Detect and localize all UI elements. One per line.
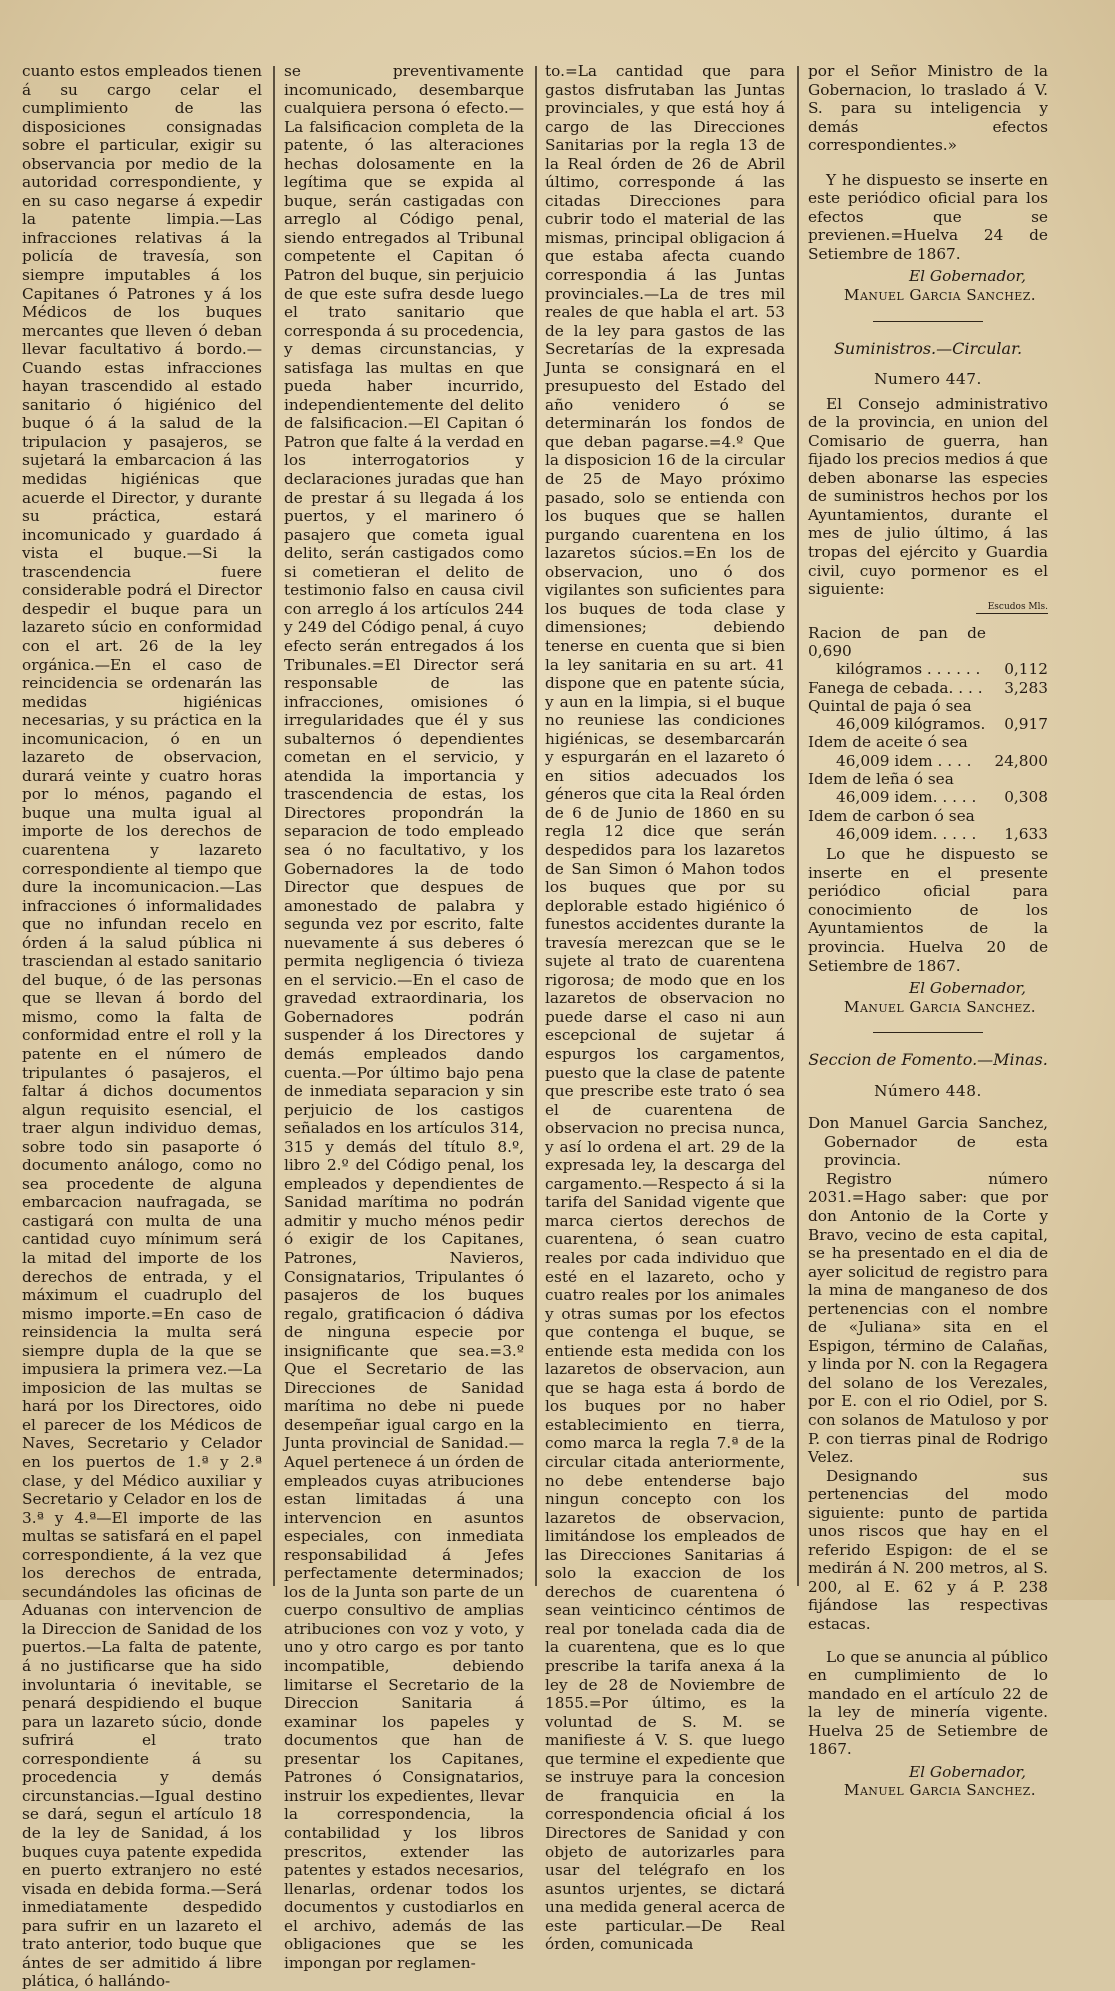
item-value: 24,800: [994, 751, 1048, 770]
units-label: Escudos Mls.: [976, 601, 1048, 614]
table-row: [808, 660, 1048, 678]
column-2: [284, 62, 524, 1972]
ministry-closing-text: por el Señor Ministro de la Gobernacion, lo traslado á V. S. para su inteligencia y demás efectos correspondientes.»: [808, 62, 1048, 155]
publication-notice: Lo que se anuncia al público en cumplimiento de lo mandado en el artículo 22 de la ley de minería vigente. Huelva 25 de Setiembre de 1867.: [808, 1647, 1048, 1759]
item-name: Fanega de cebada. . . .: [808, 678, 983, 697]
item-name: Racion de pan de 0,690: [808, 623, 986, 660]
column-rule: [797, 66, 799, 1586]
section-heading: Don Manuel Garcia Sanchez, Gobernador de esta provincia.: [808, 1114, 1048, 1170]
item-name: Idem de leña ó sea: [808, 770, 954, 789]
item-sub: 46,009 idem. . . . .: [836, 824, 977, 843]
section-title-suministros: Suministros.—Circular.: [833, 338, 1023, 358]
table-row: [808, 715, 1048, 733]
signature-title: El Gobernador,: [909, 1762, 1026, 1781]
section-separator: [873, 1032, 983, 1033]
signature-name: Manuel Garcia Sanchez.: [843, 997, 1036, 1016]
table-row: [808, 807, 1048, 825]
mining-registry-body: Registro número 2031.=Hago saber: que por don Antonio de la Corte y Bravo, vecino de esta capital, se ha presentado en el dia de ayer solicitud de registro para la mina de manganeso de dos pertenencias con el nombre de «Juliana» sita en el Espigon, término de Calañas, y linda por N. con la Regagera del solano de los Verezales, por E. con el rio Odiel, por S. con solanos de Matuloso y por P. con tierras pinal de Rodrigo Velez.: [808, 1169, 1048, 1467]
item-value: 1,633: [1004, 824, 1048, 843]
item-name: Quintal de paja ó sea: [808, 696, 972, 715]
item-sub: kilógramos . . . . . .: [836, 660, 981, 679]
suministros-body: El Consejo administrativo de la provincia, en union del Comisario de guerra, han fijado los precios medios á que deben abonarse las especies de suministros hechos por los Ayuntamientos, durante el mes de julio último, á las tropas del ejército y Guardia civil, cuyo pormenor es el siguiente:: [808, 394, 1048, 599]
item-value: 0,917: [1004, 715, 1048, 734]
prices-table: [808, 624, 1048, 844]
item-sub: 46,009 idem. . . . .: [836, 788, 977, 807]
column-3: [545, 62, 785, 1954]
column-4: [808, 62, 1048, 1800]
section-number-448: Número 448.: [874, 1081, 982, 1100]
column-1-text: cuanto estos empleados tienen á su cargo celar el cumplimiento de las disposiciones consignadas sobre el particular, exigir su observancia por medio de la autoridad correspondiente, y en su caso negarse á expedir la patente limpia.—Las infracciones relativas á la policía de travesía, son siempre imputables á los Capitanes ó Patrones y á los Médicos de los buques mercantes que lleven ó deban llevar facultativo á bordo.—Cuando estas infracciones hayan trascendido al estado sanitario ó higiénico del buque ó á la salud de la tripulacion y pasajeros, se sujetará la embarcacion á las medidas higiénicas que acuerde el Director, y durante su práctica, estará incomunicado y guardado á vista el buque.—Si la trascendencia fuere considerable podrá el Director despedir el buque para un lazareto súcio en conformidad con el art. 26 de la ley orgánica.—En el caso de reincidencia se ordenarán las medidas higiénicas necesarias, y su práctica en la incomunicacion, ó en un lazareto de observacion, durará veinte y cuatro horas por lo ménos, pagando el buque una multa igual al importe de los derechos de cuarentena y lazareto correspondiente al tiempo que dure la incomunicacion.—Las infracciones ó informalidades que no infundan recelo en órden á la salud pública ni trasciendan al estado sanitario del buque, ó de las personas que se llevan á bordo del mismo, como la falta de conformidad entre el roll y la patente en el número de tripulantes ó pasajeros, el faltar á dichos documentos algun requisito esencial, el traer algun individuo demas, sobre todo sin pasaporte ó documento análogo, como no sea procedente de alguna embarcacion naufragada, se castigará con multa de una cantidad cuyo mínimum será la mitad del importe de los derechos de entrada, y el máximum el cuadruplo del mismo importe.=En caso de reinsidencia la multa será siempre dupla de la que se impusiera la primera vez.—La imposicion de las multas se hará por los Directores, oido el parecer de los Médicos de Naves, Secretario y Celador en los puertos de 1.ª y 2.ª clase, y del Médico auxiliar y Secretario y Celador en los de 3.ª y 4.ª—El importe de las multas se satisfará en el papel correspondiente, á la vez que los derechos de entrada, secundándoles las oficinas de Aduanas con intervencion de la Direccion de Sanidad de los puertos.—La falta de patente, á no justificarse que ha sido involuntaria ó inevitable, se penará despidiendo el buque para un lazareto súcio, donde sufrirá el trato correspondiente á su procedencia y demás circunstancias.—Igual destino se dará, segun el artículo 18 de la ley de Sanidad, á los buques cuya patente expedida en puerto extranjero no esté visada en debida forma.—Será inmediatamente despedido para sufrir en un lazareto el trato anterior, todo buque que ántes de ser admitido á libre plática, ó hallándo-: [22, 62, 262, 1991]
column-rule: [273, 66, 275, 1586]
column-rule: [535, 66, 537, 1586]
signature-title: El Gobernador,: [909, 267, 1026, 286]
item-name: Idem de aceite ó sea: [808, 733, 968, 752]
item-name: Idem de carbon ó sea: [808, 806, 975, 825]
item-sub: 46,009 idem . . . .: [836, 751, 972, 770]
item-value: 0,112: [1004, 660, 1048, 679]
column-3-text: to.=La cantidad que para gastos disfrutaban las Juntas provinciales, y que está hoy á cargo de las Direcciones Sanitarias por la regla 13 de la Real órden de 26 de Abril último, corresponde á las citadas Direcciones para cubrir todo el material de las mismas, principal obligacion á que estaba afecta cuando correspondia á las Juntas provinciales.—La de tres mil reales de que habla el art. 53 de la ley para gastos de las Secretarías de la expresada Junta se consignará en el presupuesto del Estado del año venidero ó se determinarán los fondos de que deban pagarse.=4.º Que la disposicion 16 de la circular de 25 de Mayo próximo pasado, solo se entienda con los buques que se hallen purgando cuarentena en los lazaretos súcios.=En los de observacion, uno ó dos vigilantes son suficientes para los buques de toda clase y dimensiones; debiendo tenerse en cuenta que si bien la ley sanitaria en su art. 41 dispone que en patente súcia, y aun en la limpia, si el buque no reuniese las condiciones higiénicas, se desembarcarán y espurgarán en el lazareto ó en sitios adecuados los géneros que cita la Real órden de 6 de Junio de 1860 en su regla 12 dice que serán despedidos para los lazaretos de San Simon ó Mahon todos los buques que por su deplorable estado higiénico ó funestos accidentes durante la travesía merezcan que se le sujete al trato de cuarentena rigorosa; de modo que en los lazaretos de observacion no puede darse el caso ni aun escepcional de sujetar á espurgos los cargamentos, puesto que la clase de patente que prescribe este trato ó sea el de cuarentena de observacion no precisa nunca, y así lo ordena el art. 29 de la expresada ley, la descarga del cargamento.—Respecto á si la tarifa del Sanidad vigente que marca ciertos derechos de cuarentena, ó sean cuatro reales por cada individuo que esté en el lazareto, ocho y cuatro reales por los animales y otras sumas por los efectos que contenga el buque, se entiende esta medida con los lazaretos de observacion, aun que se haga esta á bordo de los buques por no haber establecimiento en tierra, como marca la regla 7.ª de la circular citada anteriormente, no debe entenderse bajo ningun concepto con los lazaretos de observacion, limitándose los empleados de las Direcciones Sanitarias á solo la exaccion de los derechos de cuarentena ó sean veinticinco céntimos de real por tonelada cada dia de la cuarentena, que es lo que prescribe la tarifa anexa á la ley de 28 de Noviembre de 1855.=Por último, es la voluntad de S. M. se manifieste á V. S. que luego que termine el expediente que se instruye para la concesion de franquicia en la correspondencia oficial á los Directores de Sanidad y con objeto de autorizarles para usar del telégrafo en los asuntos urjentes, se dictará una medida general acerca de este particular.—De Real órden, comunicada: [545, 62, 785, 1954]
table-row: [808, 788, 1048, 806]
signature-title: El Gobernador,: [909, 979, 1026, 998]
table-row: [808, 733, 1048, 751]
mining-boundaries-body: Designando sus pertenencias del modo siguiente: punto de partida unos riscos que hay en el referido Espigon: de el se medirán á N. 200 metros, al S. 200, al E. 62 y á P. 238 fijándose las respectivas estacas.: [808, 1466, 1048, 1634]
item-value: 0,308: [1004, 788, 1048, 807]
publication-notice: Lo que he dispuesto se inserte en el presente periódico oficial para conocimiento de los Ayuntamientos de la provincia. Huelva 20 de Setiembre de 1867.: [808, 845, 1048, 975]
table-row: [808, 679, 1048, 697]
item-sub: 46,009 kilógramos.: [836, 715, 986, 734]
section-separator: [873, 321, 983, 322]
table-row: [808, 825, 1048, 843]
table-row: [808, 624, 1048, 661]
item-value: 3,283: [1004, 678, 1048, 697]
column-2-text: se preventivamente incomunicado, desembarque cualquiera persona ó efecto.—La falsificacion completa de la patente, ó las alteraciones hechas dolosamente en la legítima que se expida al buque, serán castigadas con arreglo al Código penal, siendo entregados al Tribunal competente el Capitan ó Patron del buque, sin perjuicio de que este sufra desde luego el trato sanitario que corresponda á su procedencia, y demas circunstancias, y satisfaga las multas en que pueda haber incurrido, independientemente del delito de falsificacion.—El Capitan ó Patron que falte á la verdad en los interrogatorios y declaraciones juradas que han de prestar á su llegada á los puertos, y el marinero ó pasajero que cometa igual delito, serán castigados como si cometieran el delito de testimonio falso en causa civil con arreglo á los artículos 244 y 249 del Código penal, á cuyo efecto serán entregados á los Tribunales.=El Director será responsable de las infracciones, omisiones ó irregularidades que él y sus subalternos ó dependientes cometan en el servicio, y atendida la importancia y trascendencia de estas, los Directores propondrán la separacion de todo empleado sea ó no facultativo, y los Gobernadores la de todo Director que despues de amonestado de palabra y segunda vez por escrito, falte nuevamente á sus deberes ó permita negligencia ó tivieza en el servicio.—En el caso de gravedad extraordinaria, los Gobernadores podrán suspender á los Directores y demás empleados dando cuenta.—Por último bajo pena de inmediata separacion y sin perjuicio de los castigos señalados en los artículos 314, 315 y demás del título 8.º, libro 2.º del Código penal, los empleados y dependientes de Sanidad marítima no podrán admitir y mucho ménos pedir ó exigir de los Capitanes, Patrones, Navieros, Consignatarios, Tripulantes ó pasajeros de los buques regalo, gratificacion ó dádiva de ninguna especie por insignificante que sea.=3.º Que el Secretario de las Direcciones de Sanidad marítima no debe ni puede desempeñar igual cargo en la Junta provincial de Sanidad.—Aquel pertenece á un órden de empleados cuyas atribuciones estan limitadas á una intervencion en asuntos especiales, con inmediata responsabilidad á Jefes perfectamente determinados; los de la Junta son parte de un cuerpo consultivo de amplias atribuciones con voz y voto, y uno y otro cargo es por tanto incompatible, debiendo limitarse el Secretario de la Direccion Sanitaria á examinar los papeles y documentos que han de presentar los Capitanes, Patrones ó Consignatarios, instruir los expedientes, llevar la correspondencia, la contabilidad y los libros prescritos, extender las patentes y estados necesarios, llenarlas, ordenar todos los documentos y custodiarlos en el archivo, además de las obligaciones que se les impongan por reglamen-: [284, 62, 524, 1972]
section-title-fomento: Seccion de Fomento.—Minas.: [808, 1050, 1048, 1070]
column-1: [22, 62, 262, 1991]
section-number-447: Numero 447.: [874, 370, 982, 389]
signature-name: Manuel Garcia Sanchez.: [843, 286, 1036, 305]
publication-notice: Y he dispuesto se inserte en este periódico oficial para los efectos que se previenen.=Huelva 24 de Setiembre de 1867.: [808, 170, 1048, 263]
table-row: [808, 697, 1048, 715]
table-row: [808, 770, 1048, 788]
signature-name: Manuel Garcia Sanchez.: [843, 1781, 1036, 1800]
table-row: [808, 752, 1048, 770]
